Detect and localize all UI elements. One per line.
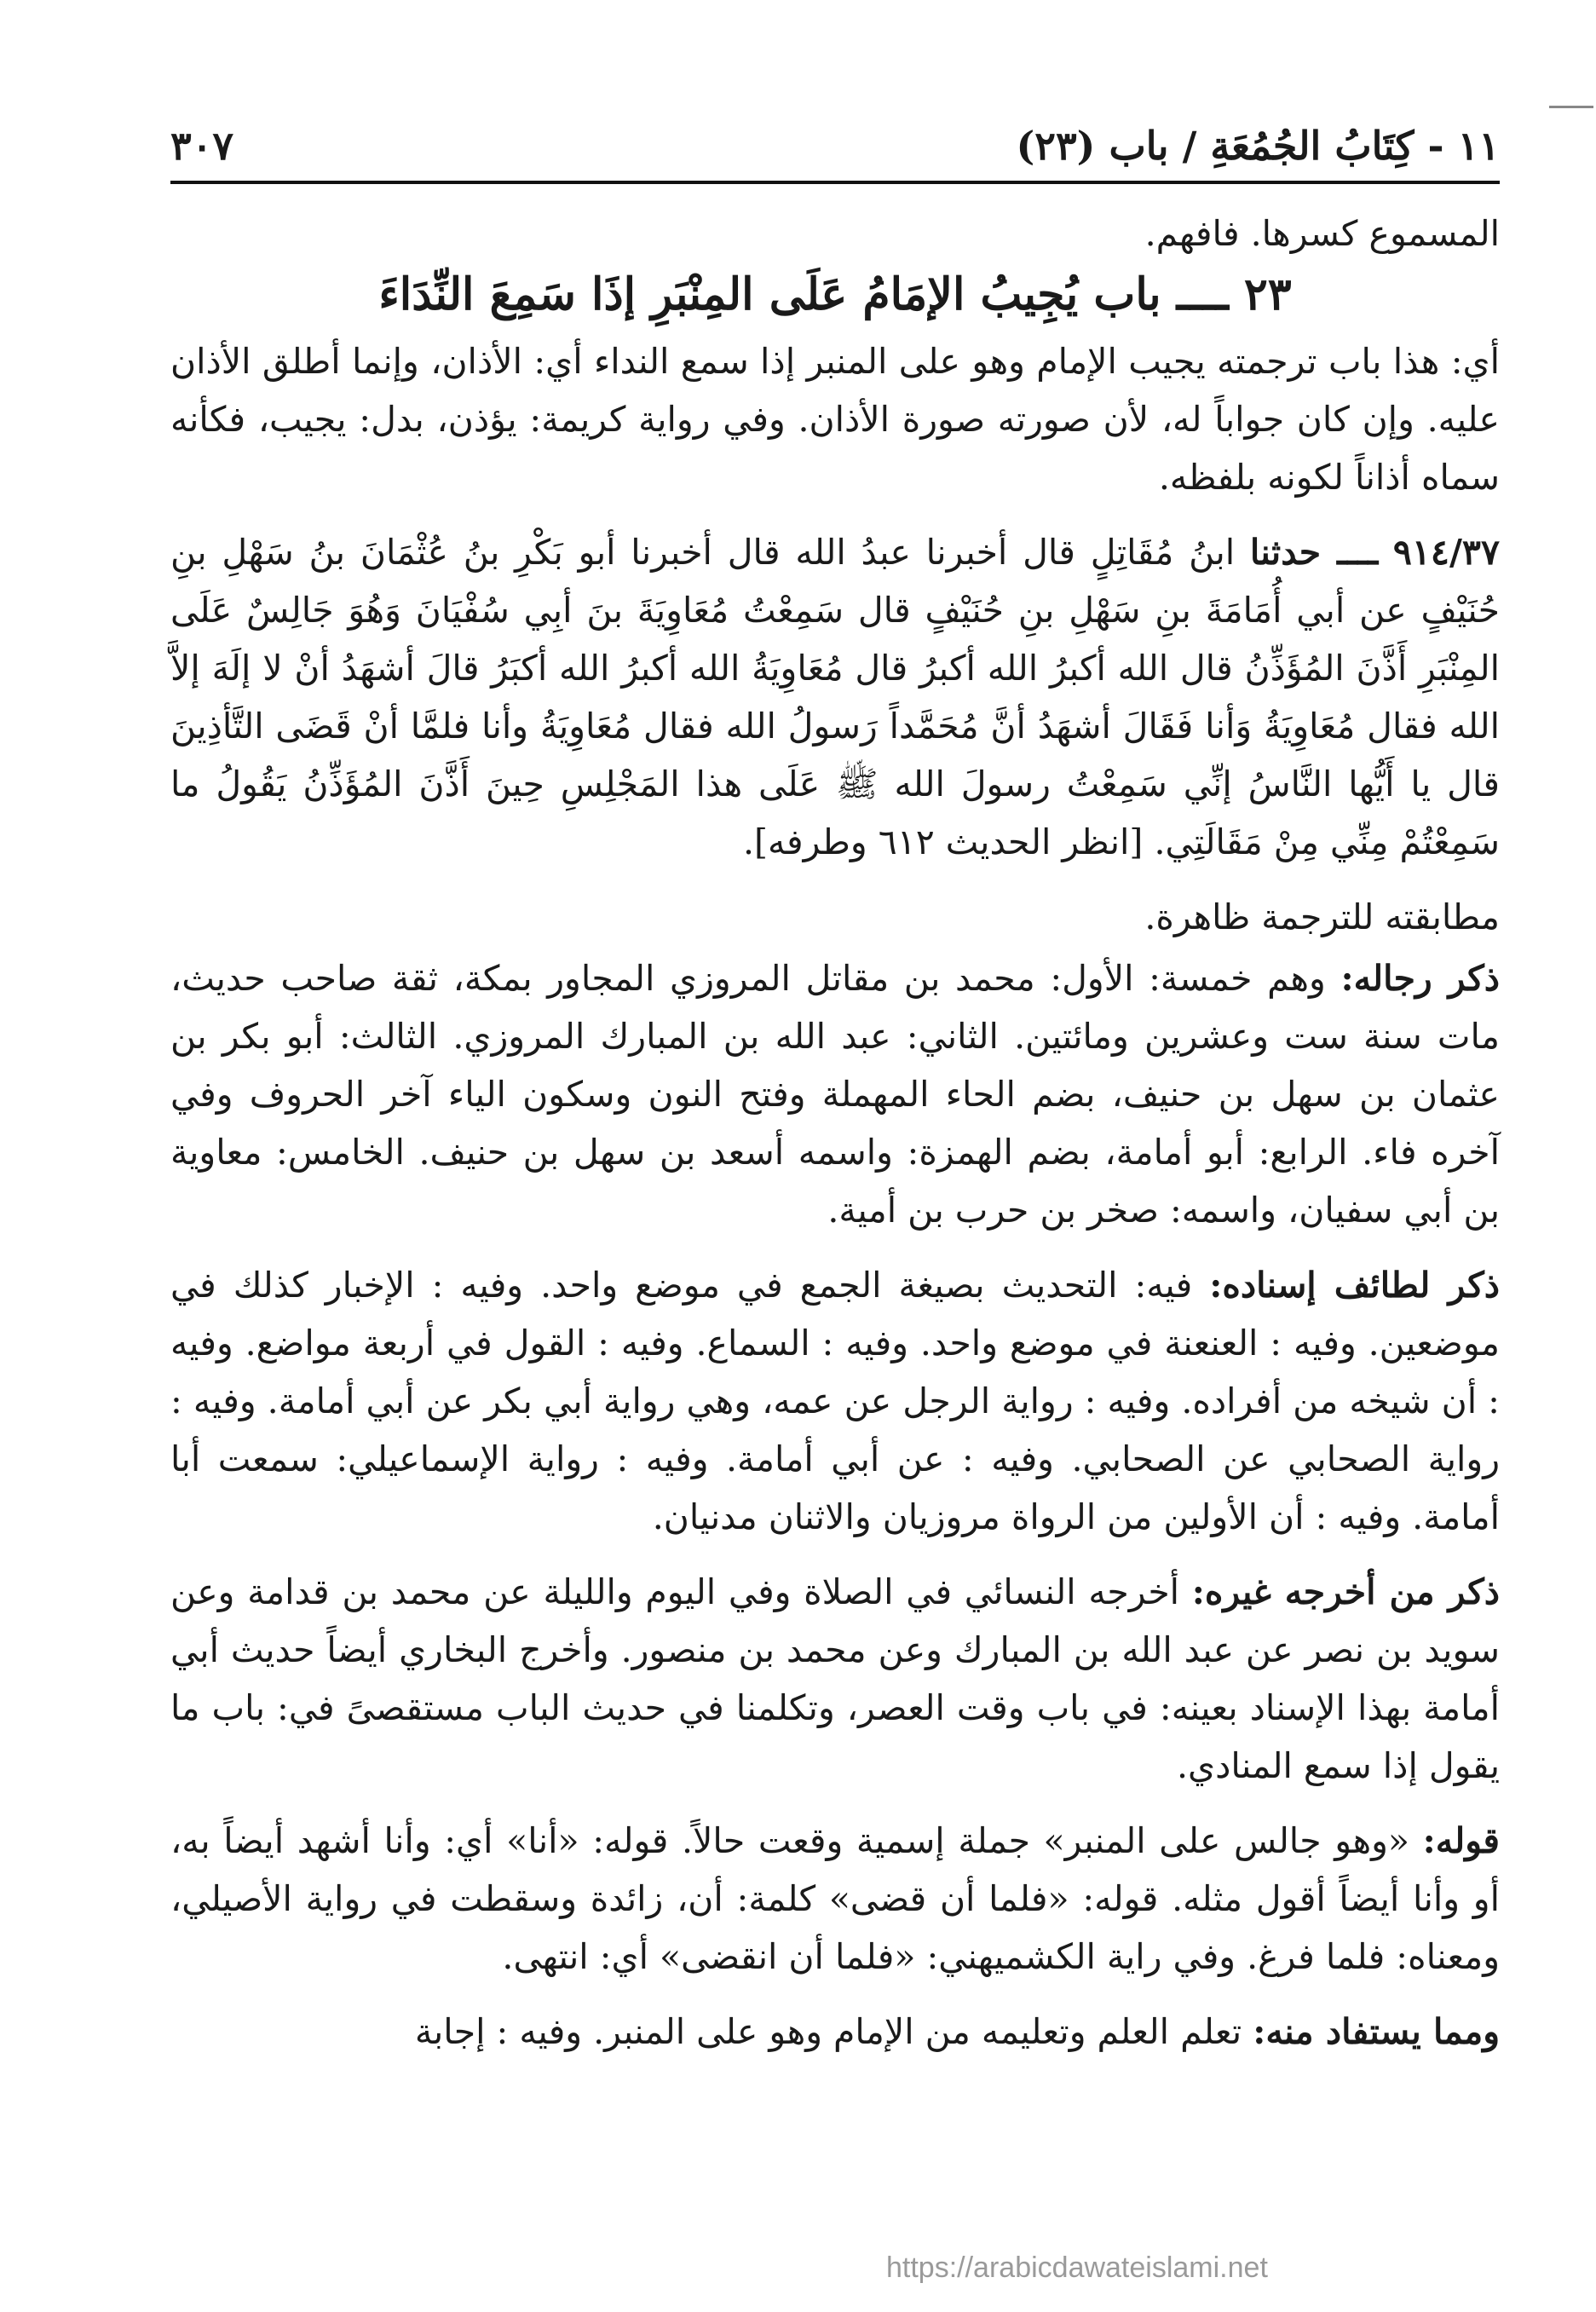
- watermark-url: https://arabicdawateislami.net: [886, 2251, 1268, 2284]
- other-narrations-heading: ذكر من أخرجه غيره:: [1191, 1571, 1500, 1612]
- page-number: ٣٠٧: [170, 123, 234, 169]
- chapter-title: ٢٣ ــــ باب يُجِيبُ الإمَامُ عَلَى المِنْبَرِ إذَا سَمِعَ النِّدَاءَ: [378, 268, 1292, 320]
- benefits-text: تعلم العلم وتعليمه من الإمام وهو على المنبر. وفيه : إجابة: [414, 2011, 1242, 2052]
- other-narrations-text: أخرجه النسائي في الصلاة وفي اليوم والليلة عن محمد بن قدامة وعن سويد بن نصر عن عبد الله بن المبارك وعن محمد بن منصور. وأخرج البخاري أيضاً حديث أبي أمامة بهذا الإسناد بعينه: في باب وقت العصر، وتكلمنا في حديث الباب مستقصىً في: باب ما يقول إذا سمع المنادي.: [170, 1571, 1500, 1786]
- commentary-text: «وهو جالس على المنبر» جملة إسمية وقعت حالاً. قوله: «أنا» أي: وأنا أشهد أيضاً به، أو وأنا أيضاً أقول مثله. قوله: «فلما أن قضى» كلمة: أن، زائدة وسقطت في رواية الأصيلي، ومعناه: فلما فرغ. وفي راية الكشميهني: «فلما أن انقضى» أي: انتهى.: [170, 1820, 1500, 1977]
- commentary-section: [170, 1812, 1500, 1986]
- isnad-heading: ذكر لطائف إسناده:: [1209, 1265, 1500, 1306]
- narrators-section: [170, 949, 1500, 1239]
- hadith-text: ابنُ مُقَاتِلٍ قال أخبرنا عبدُ الله قال أخبرنا أبو بَكْرِ بنُ عُثْمَانَ بنُ سَهْلِ بنِ حُنَيْفٍ عن أبي أُمَامَةَ بنِ سَهْلِ بنِ حُنَيْفٍ قال سَمِعْتُ مُعَاوِيَةَ بنَ أبِي سُفْيَانَ وَهُوَ جَالِسٌ عَلَى المِنْبَرِ أَذَّنَ المُؤَذِّنُ قال الله أكبرُ الله أكبرُ قال مُعَاوِيَةُ الله أكبرُ الله أكبَرُ قالَ أشهَدُ أنْ لا إلَهَ إلاَّ الله فقال مُعَاوِيَةُ وَأنا فَقَالَ أشهَدُ أنَّ مُحَمَّداً رَسولُ الله فقال مُعَاوِيَةُ وأنا فلمَّا أنْ قَضَى التَّأذِينَ قال يا أَيُّها النَّاسُ إنِّي سَمِعْتُ رسولَ الله ﷺ عَلَى هذا المَجْلِسِ حِينَ أَذَّنَ المُؤَذِّنُ يَقُولُ ما سَمِعْتُمْ مِنِّي مِنْ مَقَالَتِي. [انظر الحديث ٦١٢ وطرفه].: [170, 532, 1500, 862]
- hadith-paragraph: [170, 523, 1500, 871]
- benefits-section: [170, 2003, 1500, 2061]
- other-narrations-section: [170, 1563, 1500, 1795]
- narrators-text: وهم خمسة: الأول: محمد بن مقاتل المروزي المجاور بمكة، ثقة صاحب حديث، مات سنة ست وعشرين ومائتين. الثاني: عبد الله بن المبارك المروزي. الثالث: أبو بكر بن عثمان بن سهل بن حنيف، بضم الحاء المهملة وفتح النون وسكون الياء آخر الحروف وفي آخره فاء. الرابع: أبو أمامة، بضم الهمزة: واسمه أسعد بن سهل بن حنيف. الخامس: معاوية بن أبي سفيان، واسمه: صخر بن حرب بن أمية.: [170, 958, 1500, 1231]
- isnad-text: فيه: التحديث بصيغة الجمع في موضع واحد. وفيه : الإخبار كذلك في موضعين. وفيه : العنعنة في موضع واحد. وفيه : السماع. وفيه : القول في أربعة مواضع. وفيه : أن شيخه من أفراده. وفيه : رواية الرجل عن عمه، وهي رواية أبي بكر عن أبي أمامة. وفيه : رواية الصحابي عن الصحابي. وفيه : عن أبي أمامة. وفيه : رواية الإسماعيلي: سمعت أبا أمامة. وفيه : أن الأولين من الرواة مروزيان والاثنان مدنيان.: [170, 1265, 1500, 1537]
- header-rule: [170, 181, 1500, 184]
- hadith-number: ٩١٤/٣٧: [1392, 532, 1500, 573]
- page-body: [170, 205, 1500, 2078]
- narrators-heading: ذكر رجاله:: [1340, 958, 1500, 999]
- scan-mark: [1549, 106, 1593, 108]
- intro-line: المسموع كسرها. فافهم.: [1144, 213, 1500, 254]
- isnad-section: [170, 1256, 1500, 1546]
- benefits-heading: ومما يستفاد منه:: [1253, 2011, 1500, 2052]
- running-head: ١١ - كِتَابُ الجُمُعَةِ / باب (٢٣): [1016, 123, 1500, 169]
- chapter-explanation: أي: هذا باب ترجمته يجيب الإمام وهو على المنبر إذا سمع النداء أي: الأذان، وإنما أطلق الأذان عليه. وإن كان جواباً له، لأن صورته صورة الأذان. وفي رواية كريمة: يؤذن، بدل: يجيب، فكأنه سماه أذاناً لكونه بلفظه.: [170, 341, 1500, 498]
- page-header: [170, 119, 1500, 172]
- commentary-heading: قوله:: [1422, 1820, 1500, 1861]
- correspondence-note: مطابقته للترجمة ظاهرة.: [1144, 897, 1500, 937]
- hadith-lead: ــــ حدثنا: [1249, 532, 1379, 573]
